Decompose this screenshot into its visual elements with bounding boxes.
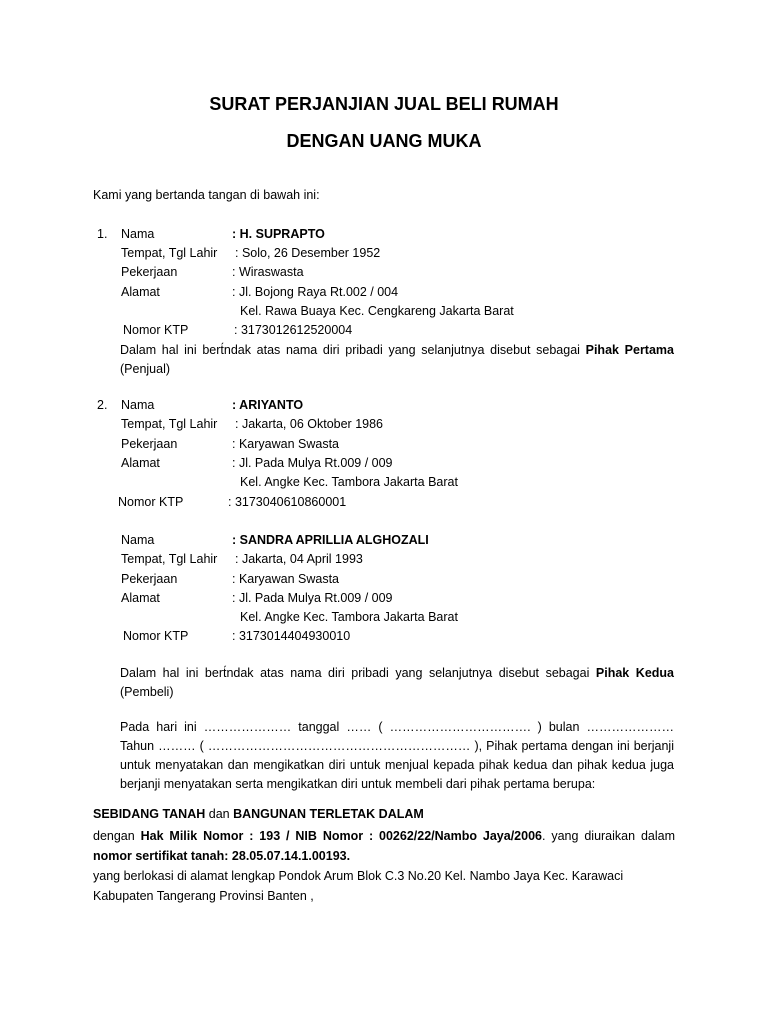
property-rights-prefix: dengan [93,829,141,843]
property-rights-suffix: . yang diuraikan dalam [541,829,675,843]
party-2-number: 2. [97,398,108,412]
party-2-alamat-label: Alamat [121,456,160,470]
agreement-paragraph: Pada hari ini ………………… tanggal …… ( ……………………………. ) bulan ………………… Tahun ……… ( ……………………………………………………… ), Pihak pertama dengan ini berjanji untuk menyatakan dan mengikatkan diri untuk menjual kepada pihak kedua dan pihak kedua juga berjanji menyatakan serta mengikatkan diri untuk membeli dari pihak pertama berupa: [120,720,674,791]
party-1-number: 1. [97,227,108,241]
property-heading-building: BANGUNAN TERLETAK DALAM [233,807,424,821]
party-2-pekerjaan-label: Pekerjaan [121,437,178,451]
party-2b-nama-label: Nama [121,533,155,547]
party-1-ttl-label: Tempat, Tgl Lahir [121,246,218,260]
party-2-nama-label: Nama [121,398,155,412]
party-2-role: Pihak Kedua [595,666,674,680]
property-heading-land: SEBIDANG TANAH [93,807,206,821]
party-2b-alamat-label: Alamat [121,591,160,605]
party-1-ktp-value: : 3173012612520004 [234,323,353,337]
party-2-alamat-line-2: Kel. Angke Kec. Tambora Jakarta Barat [240,475,458,489]
party-2-ktp-label: Nomor KTP [118,495,184,509]
intro-text: Kami yang bertanda tangan di bawah ini: [93,188,320,202]
party-1-role: Pihak Pertama [585,343,674,357]
party-2b-pekerjaan-value: : Karyawan Swasta [232,572,339,586]
party-2-pekerjaan-value: : Karyawan Swasta [232,437,339,451]
certificate-number: nomor sertifikat tanah: 28.05.07.14.1.00193. [93,849,351,863]
party-1-alamat-line-2: Kel. Rawa Buaya Kec. Cengkareng Jakarta Barat [240,304,514,318]
party-1-alamat-label: Alamat [121,285,160,299]
party-2b-pekerjaan-label: Pekerjaan [121,572,178,586]
party-2b-alamat-line-2: Kel. Angke Kec. Tambora Jakarta Barat [240,610,458,624]
party-2-statement [120,664,674,702]
party-2-ttl-value: : Jakarta, 06 Oktober 1986 [235,417,384,431]
property-heading-conj: dan [205,807,234,821]
party-2-alamat-line-1: : Jl. Pada Mulya Rt.009 / 009 [232,456,393,470]
document-title-line-1: SURAT PERJANJIAN JUAL BELI RUMAH [209,94,559,114]
party-2-ttl-label: Tempat, Tgl Lahir [121,417,218,431]
party-1-ttl-value: : Solo, 26 Desember 1952 [235,246,381,260]
property-location: yang berlokasi di alamat lengkap Pondok Arum Blok C.3 No.20 Kel. Nambo Jaya Kec. Karawaci Kabupaten Tangerang Provinsi Banten , [93,869,624,903]
party-1-ktp-label: Nomor KTP [123,323,189,337]
party-2b-ktp-value: : 3173014404930010 [232,629,351,643]
party-2b-ttl-label: Tempat, Tgl Lahir [121,552,218,566]
party-1-nama-label: Nama [121,227,155,241]
party-2-nama-value: : ARIYANTO [232,398,304,412]
party-1-statement [120,341,674,379]
party-2b-ktp-label: Nomor KTP [123,629,189,643]
party-2-statement-text: Dalam hal ini bert́ndak atas nama diri pribadi yang selanjutnya disebut sebagai [120,666,590,680]
party-1-statement-text: Dalam hal ini bert́ndak atas nama diri pribadi yang selanjutnya disebut sebagai [120,343,580,357]
property-rights-paragraph [93,826,675,866]
party-2b-nama-value: : SANDRA APRILLIA ALGHOZALI [232,533,429,547]
party-2b-ttl-value: : Jakarta, 04 April 1993 [235,552,363,566]
property-rights-number: Hak Milik Nomor : 193 / NIB Nomor : 00262/22/Nambo Jaya/2006 [140,829,542,843]
party-2-role-detail: (Pembeli) [120,685,174,699]
party-1-pekerjaan-value: : Wiraswasta [232,265,304,279]
party-1-pekerjaan-label: Pekerjaan [121,265,178,279]
party-1-nama-value: : H. SUPRAPTO [232,227,325,241]
party-1-role-detail: (Penjual) [120,362,171,376]
party-1-alamat-line-1: : Jl. Bojong Raya Rt.002 / 004 [232,285,399,299]
document-title-line-2: DENGAN UANG MUKA [286,131,482,151]
property-heading [93,806,424,822]
party-2-ktp-value: : 3173040610860001 [228,495,347,509]
party-2b-alamat-line-1: : Jl. Pada Mulya Rt.009 / 009 [232,591,393,605]
